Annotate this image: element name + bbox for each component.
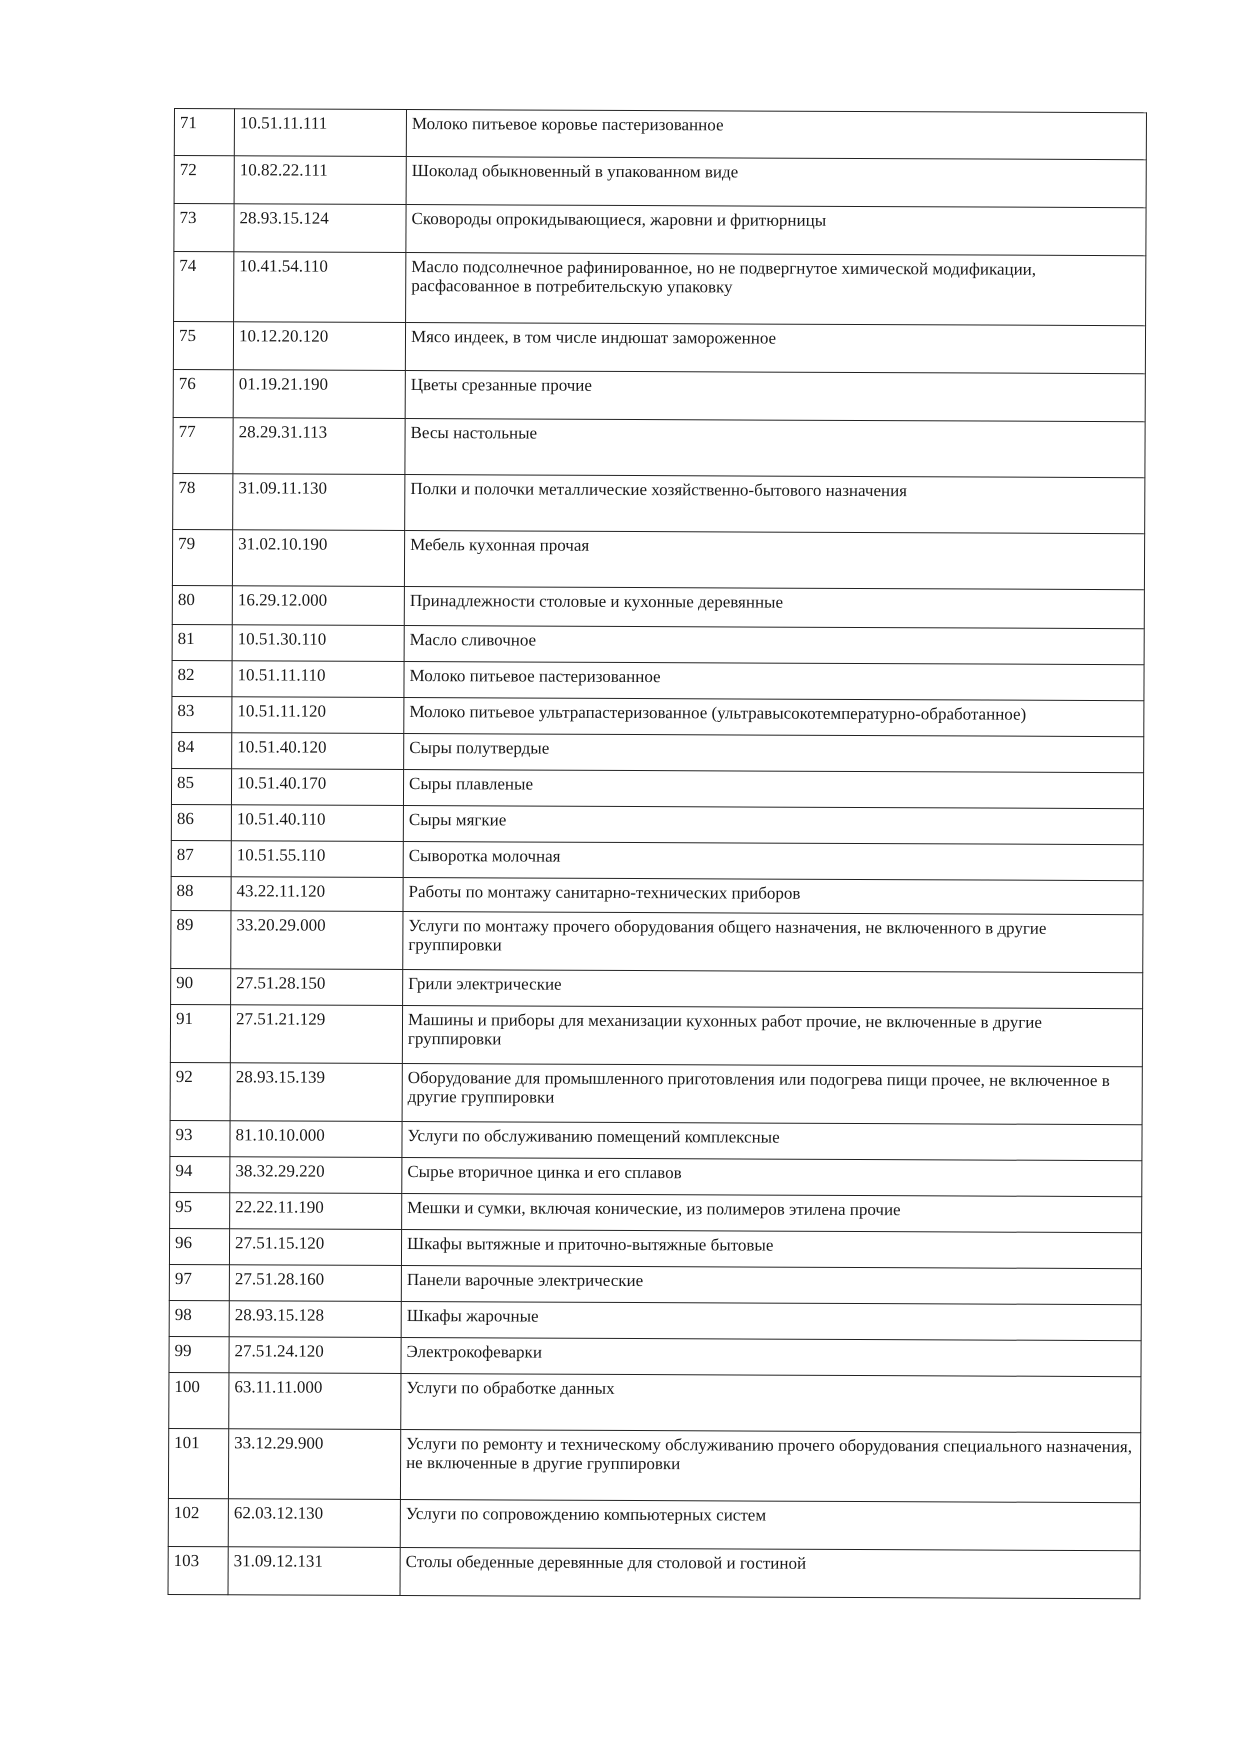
table-row bbox=[173, 417, 1145, 477]
row-number: 83 bbox=[172, 696, 232, 732]
row-code: 31.02.10.190 bbox=[232, 530, 404, 587]
row-number: 80 bbox=[172, 585, 232, 624]
row-name: Услуги по обслуживанию помещений комплексные bbox=[402, 1122, 1142, 1161]
row-name: Молоко питьевое ультрапастеризованное (ультравысокотемпературно-обработанное) bbox=[404, 698, 1144, 737]
row-number: 89 bbox=[171, 910, 231, 968]
row-name: Цветы срезанные прочие bbox=[405, 371, 1145, 422]
row-name: Оборудование для промышленного приготовления или подогрева пищи прочее, не включенное в другие группировки bbox=[402, 1064, 1142, 1125]
row-code: 27.51.28.160 bbox=[229, 1265, 401, 1302]
row-number: 86 bbox=[171, 804, 231, 840]
table-row bbox=[171, 876, 1143, 914]
table-row bbox=[172, 529, 1144, 589]
row-name: Молоко питьевое пастеризованное bbox=[404, 662, 1144, 701]
table-row bbox=[173, 322, 1145, 374]
row-name: Шкафы вытяжные и приточно-вытяжные бытовые bbox=[401, 1230, 1141, 1269]
row-name: Мебель кухонная прочая bbox=[404, 531, 1144, 590]
row-code: 31.09.11.130 bbox=[233, 474, 405, 531]
table-row bbox=[172, 696, 1144, 736]
row-number: 85 bbox=[171, 768, 231, 804]
row-number: 74 bbox=[174, 252, 234, 322]
row-name: Сыворотка молочная bbox=[403, 842, 1143, 881]
row-number: 101 bbox=[168, 1428, 228, 1498]
table-row bbox=[174, 156, 1146, 208]
table-row bbox=[171, 968, 1143, 1008]
row-number: 100 bbox=[169, 1372, 229, 1428]
row-code: 10.51.11.110 bbox=[232, 661, 404, 698]
row-name: Сыры мягкие bbox=[403, 806, 1143, 845]
row-name: Сковороды опрокидывающиеся, жаровни и фритюрницы bbox=[406, 205, 1146, 256]
table-row bbox=[172, 660, 1144, 700]
table-row bbox=[169, 1228, 1141, 1268]
row-code: 10.12.20.120 bbox=[233, 322, 405, 371]
row-number: 91 bbox=[170, 1004, 230, 1062]
row-name: Мешки и сумки, включая конические, из полимеров этилена прочие bbox=[402, 1194, 1142, 1233]
row-name: Молоко питьевое коровье пастеризованное bbox=[406, 110, 1146, 160]
table-row bbox=[174, 109, 1146, 160]
row-code: 10.51.11.120 bbox=[232, 697, 404, 734]
row-code: 38.32.29.220 bbox=[230, 1157, 402, 1194]
table-row bbox=[171, 804, 1143, 844]
row-number: 82 bbox=[172, 660, 232, 696]
row-name: Сырье вторичное цинка и его сплавов bbox=[402, 1158, 1142, 1197]
table-row bbox=[169, 1300, 1141, 1340]
row-code: 31.09.12.131 bbox=[228, 1547, 400, 1596]
row-name: Весы настольные bbox=[405, 419, 1145, 478]
row-name: Принадлежности столовые и кухонные деревянные bbox=[404, 587, 1144, 629]
row-number: 78 bbox=[173, 473, 233, 529]
row-number: 75 bbox=[173, 322, 233, 370]
row-code: 16.29.12.000 bbox=[232, 586, 404, 626]
row-code: 33.12.29.900 bbox=[228, 1429, 400, 1500]
table-row bbox=[171, 910, 1143, 972]
row-code: 28.93.15.128 bbox=[229, 1301, 401, 1338]
table-row bbox=[171, 768, 1143, 808]
row-number: 97 bbox=[169, 1264, 229, 1300]
row-number: 96 bbox=[169, 1228, 229, 1264]
row-number: 81 bbox=[172, 624, 232, 660]
row-number: 71 bbox=[174, 109, 234, 156]
row-name: Услуги по монтажу прочего оборудования общего назначения, не включенного в другие группировки bbox=[403, 912, 1143, 973]
table-row bbox=[170, 1004, 1142, 1066]
row-number: 72 bbox=[174, 156, 234, 204]
table-row bbox=[174, 204, 1146, 256]
table-row bbox=[172, 624, 1144, 664]
row-code: 27.51.28.150 bbox=[231, 969, 403, 1006]
codes-table-body bbox=[168, 109, 1146, 1599]
row-name: Полки и полочки металлические хозяйственно-бытового назначения bbox=[405, 475, 1145, 534]
table-row bbox=[174, 252, 1146, 326]
row-code: 28.29.31.113 bbox=[233, 418, 405, 475]
row-code: 62.03.12.130 bbox=[228, 1499, 400, 1548]
table-row bbox=[173, 369, 1145, 421]
table-row bbox=[170, 1156, 1142, 1196]
row-name: Электрокофеварки bbox=[401, 1338, 1141, 1377]
row-name: Машины и приборы для механизации кухонных работ прочие, не включенные в другие группировки bbox=[402, 1006, 1142, 1067]
row-code: 27.51.24.120 bbox=[229, 1337, 401, 1374]
row-name: Услуги по обработке данных bbox=[401, 1374, 1141, 1433]
row-number: 95 bbox=[170, 1192, 230, 1228]
row-number: 92 bbox=[170, 1062, 230, 1120]
row-number: 94 bbox=[170, 1156, 230, 1192]
row-code: 28.93.15.124 bbox=[234, 204, 406, 253]
table-row bbox=[170, 1062, 1142, 1124]
codes-table bbox=[168, 108, 1147, 1599]
row-number: 103 bbox=[168, 1546, 228, 1594]
table-row bbox=[169, 1372, 1141, 1432]
table-row bbox=[168, 1498, 1140, 1550]
row-code: 28.93.15.139 bbox=[230, 1063, 402, 1122]
table-row bbox=[168, 1428, 1140, 1502]
row-name: Мясо индеек, в том числе индюшат замороженное bbox=[405, 323, 1145, 374]
row-code: 10.41.54.110 bbox=[234, 252, 406, 323]
row-name: Сыры полутвердые bbox=[404, 734, 1144, 773]
row-name: Услуги по сопровождению компьютерных систем bbox=[400, 1500, 1140, 1551]
row-code: 10.51.40.120 bbox=[232, 733, 404, 770]
table-row bbox=[170, 1120, 1142, 1160]
row-name: Столы обеденные деревянные для столовой и гостиной bbox=[400, 1548, 1140, 1599]
row-code: 10.82.22.111 bbox=[234, 156, 406, 205]
row-code: 27.51.15.120 bbox=[229, 1229, 401, 1266]
row-code: 10.51.40.110 bbox=[231, 805, 403, 842]
row-number: 87 bbox=[171, 840, 231, 876]
table-row bbox=[169, 1336, 1141, 1376]
table-row bbox=[168, 1546, 1140, 1598]
table-row bbox=[169, 1264, 1141, 1304]
row-number: 76 bbox=[173, 369, 233, 417]
table-row bbox=[171, 840, 1143, 880]
row-code: 01.19.21.190 bbox=[233, 370, 405, 419]
row-name: Шкафы жарочные bbox=[401, 1302, 1141, 1341]
row-name: Сыры плавленые bbox=[403, 770, 1143, 809]
table-row bbox=[173, 473, 1145, 533]
row-name: Масло сливочное bbox=[404, 626, 1144, 665]
row-number: 102 bbox=[168, 1498, 228, 1546]
row-name: Грили электрические bbox=[403, 970, 1143, 1009]
row-number: 73 bbox=[174, 204, 234, 252]
row-number: 88 bbox=[171, 876, 231, 910]
row-number: 90 bbox=[171, 968, 231, 1004]
table-row bbox=[170, 1192, 1142, 1232]
row-code: 27.51.21.129 bbox=[230, 1005, 402, 1064]
row-number: 99 bbox=[169, 1336, 229, 1372]
table-row bbox=[172, 732, 1144, 772]
row-name: Масло подсолнечное рафинированное, но не подвергнутое химической модификации, расфасованное в потребительскую упаковку bbox=[406, 253, 1146, 326]
row-code: 10.51.55.110 bbox=[231, 841, 403, 878]
row-code: 22.22.11.190 bbox=[230, 1193, 402, 1230]
row-code: 63.11.11.000 bbox=[229, 1373, 401, 1430]
row-name: Услуги по ремонту и техническому обслуживанию прочего оборудования специального назначения, не включенные в другие группировки bbox=[400, 1430, 1140, 1503]
row-code: 33.20.29.000 bbox=[231, 911, 403, 970]
row-number: 84 bbox=[172, 732, 232, 768]
row-code: 10.51.30.110 bbox=[232, 625, 404, 662]
row-code: 10.51.40.170 bbox=[231, 769, 403, 806]
row-number: 98 bbox=[169, 1300, 229, 1336]
row-number: 77 bbox=[173, 417, 233, 473]
table-row bbox=[172, 585, 1144, 628]
row-number: 93 bbox=[170, 1120, 230, 1156]
row-code: 81.10.10.000 bbox=[230, 1121, 402, 1158]
row-name: Панели варочные электрические bbox=[401, 1266, 1141, 1305]
row-name: Работы по монтажу санитарно-технических приборов bbox=[403, 878, 1143, 915]
row-name: Шоколад обыкновенный в упакованном виде bbox=[406, 157, 1146, 208]
row-code: 43.22.11.120 bbox=[231, 877, 403, 912]
row-code: 10.51.11.111 bbox=[234, 109, 406, 157]
row-number: 79 bbox=[172, 529, 232, 585]
